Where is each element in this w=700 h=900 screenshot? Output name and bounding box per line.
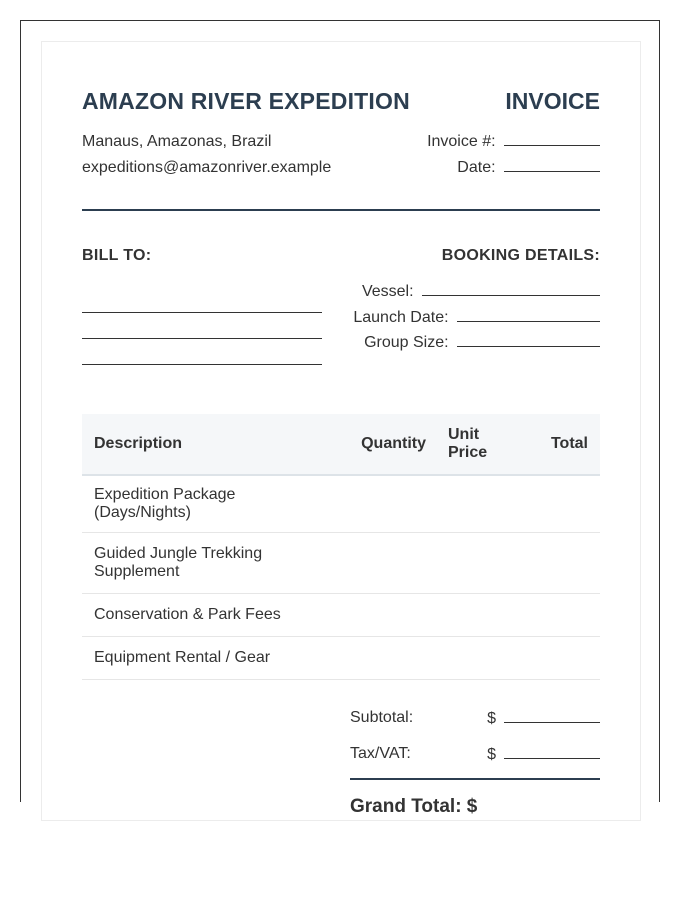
page-frame [20,20,660,817]
launch-date-field[interactable] [457,305,600,322]
invoice-meta [427,129,600,181]
table-row [82,594,600,637]
row-description: Equipment Rental / Gear [82,637,336,680]
row-unit-price-cell[interactable] [436,594,519,637]
row-quantity-cell[interactable] [336,475,436,533]
tax-currency: $ [487,746,496,763]
table-header [82,414,600,475]
totals-block [350,706,600,818]
table-row [82,475,600,533]
invoice-number-row [427,129,600,155]
row-description: Expedition Package (Days/Nights) [82,475,336,533]
invoice-date-field[interactable] [504,155,600,172]
subtotal-currency: $ [487,710,496,727]
vessel-row [353,279,600,305]
header-divider [82,209,600,211]
group-size-field[interactable] [457,330,600,347]
company-contact [82,129,331,181]
launch-date-label: Launch Date: [353,308,449,326]
invoice-date-row [427,155,600,181]
row-quantity-cell[interactable] [336,637,436,680]
table-row [82,637,600,680]
header-unit-price-line2: Price [447,444,488,461]
row-quantity-cell[interactable] [336,533,436,594]
vessel-field[interactable] [422,279,600,296]
invoice-sheet [41,41,641,821]
company-address: Manaus, Amazonas, Brazil [82,133,272,150]
header-info [82,129,600,181]
invoice-number-label: Invoice #: [427,133,496,150]
document-title: INVOICE [505,88,600,114]
table-row [82,533,600,594]
line-items-table [82,414,600,680]
row-total-cell[interactable] [519,594,600,637]
tax-row [350,742,600,778]
row-description: Guided Jungle Trekking Supplement [82,533,336,594]
booking-lines [353,279,600,356]
header-description: Description [94,435,183,452]
booking-details-block [353,247,600,365]
tax-label: Tax/VAT: [350,745,411,762]
header-unit-price [436,414,519,475]
totals-divider [350,778,600,780]
bill-to-line[interactable] [82,313,322,339]
row-unit-price-cell[interactable] [436,475,519,533]
group-size-row [353,330,600,356]
grand-total: Grand Total: $ [350,796,478,817]
bill-to-label: BILL TO: [82,247,152,264]
bill-to-lines [82,287,322,365]
bill-to-block [82,247,322,365]
invoice-number-field[interactable] [504,129,600,146]
row-total-cell[interactable] [519,533,600,594]
bill-to-line[interactable] [82,287,322,313]
header-unit-price-line1: Unit [447,426,480,443]
row-unit-price-cell[interactable] [436,637,519,680]
vessel-label: Vessel: [361,283,414,300]
table-header-row [82,414,600,475]
launch-date-row [353,305,600,331]
subtotal-label: Subtotal: [350,709,414,726]
subtotal-field[interactable] [504,706,600,723]
group-size-label: Group Size: [364,334,449,351]
invoice-header [82,88,600,115]
tax-field[interactable] [504,742,600,759]
table-body [82,475,600,680]
tax-value [487,742,600,778]
row-description: Conservation & Park Fees [82,594,336,637]
row-quantity-cell[interactable] [336,594,436,637]
bill-to-line[interactable] [82,339,322,365]
billing-booking-section [82,247,600,365]
booking-details-label: BOOKING DETAILS: [441,247,600,264]
row-unit-price-cell[interactable] [436,533,519,594]
subtotal-row [350,706,600,742]
subtotal-value [487,706,600,742]
company-email: expeditions@amazonriver.example [82,159,332,176]
company-name: AMAZON RIVER EXPEDITION [82,88,410,114]
row-total-cell[interactable] [519,637,600,680]
header-quantity: Quantity [361,435,426,452]
row-total-cell[interactable] [519,475,600,533]
header-total: Total [550,435,588,452]
invoice-date-label: Date: [457,159,496,176]
